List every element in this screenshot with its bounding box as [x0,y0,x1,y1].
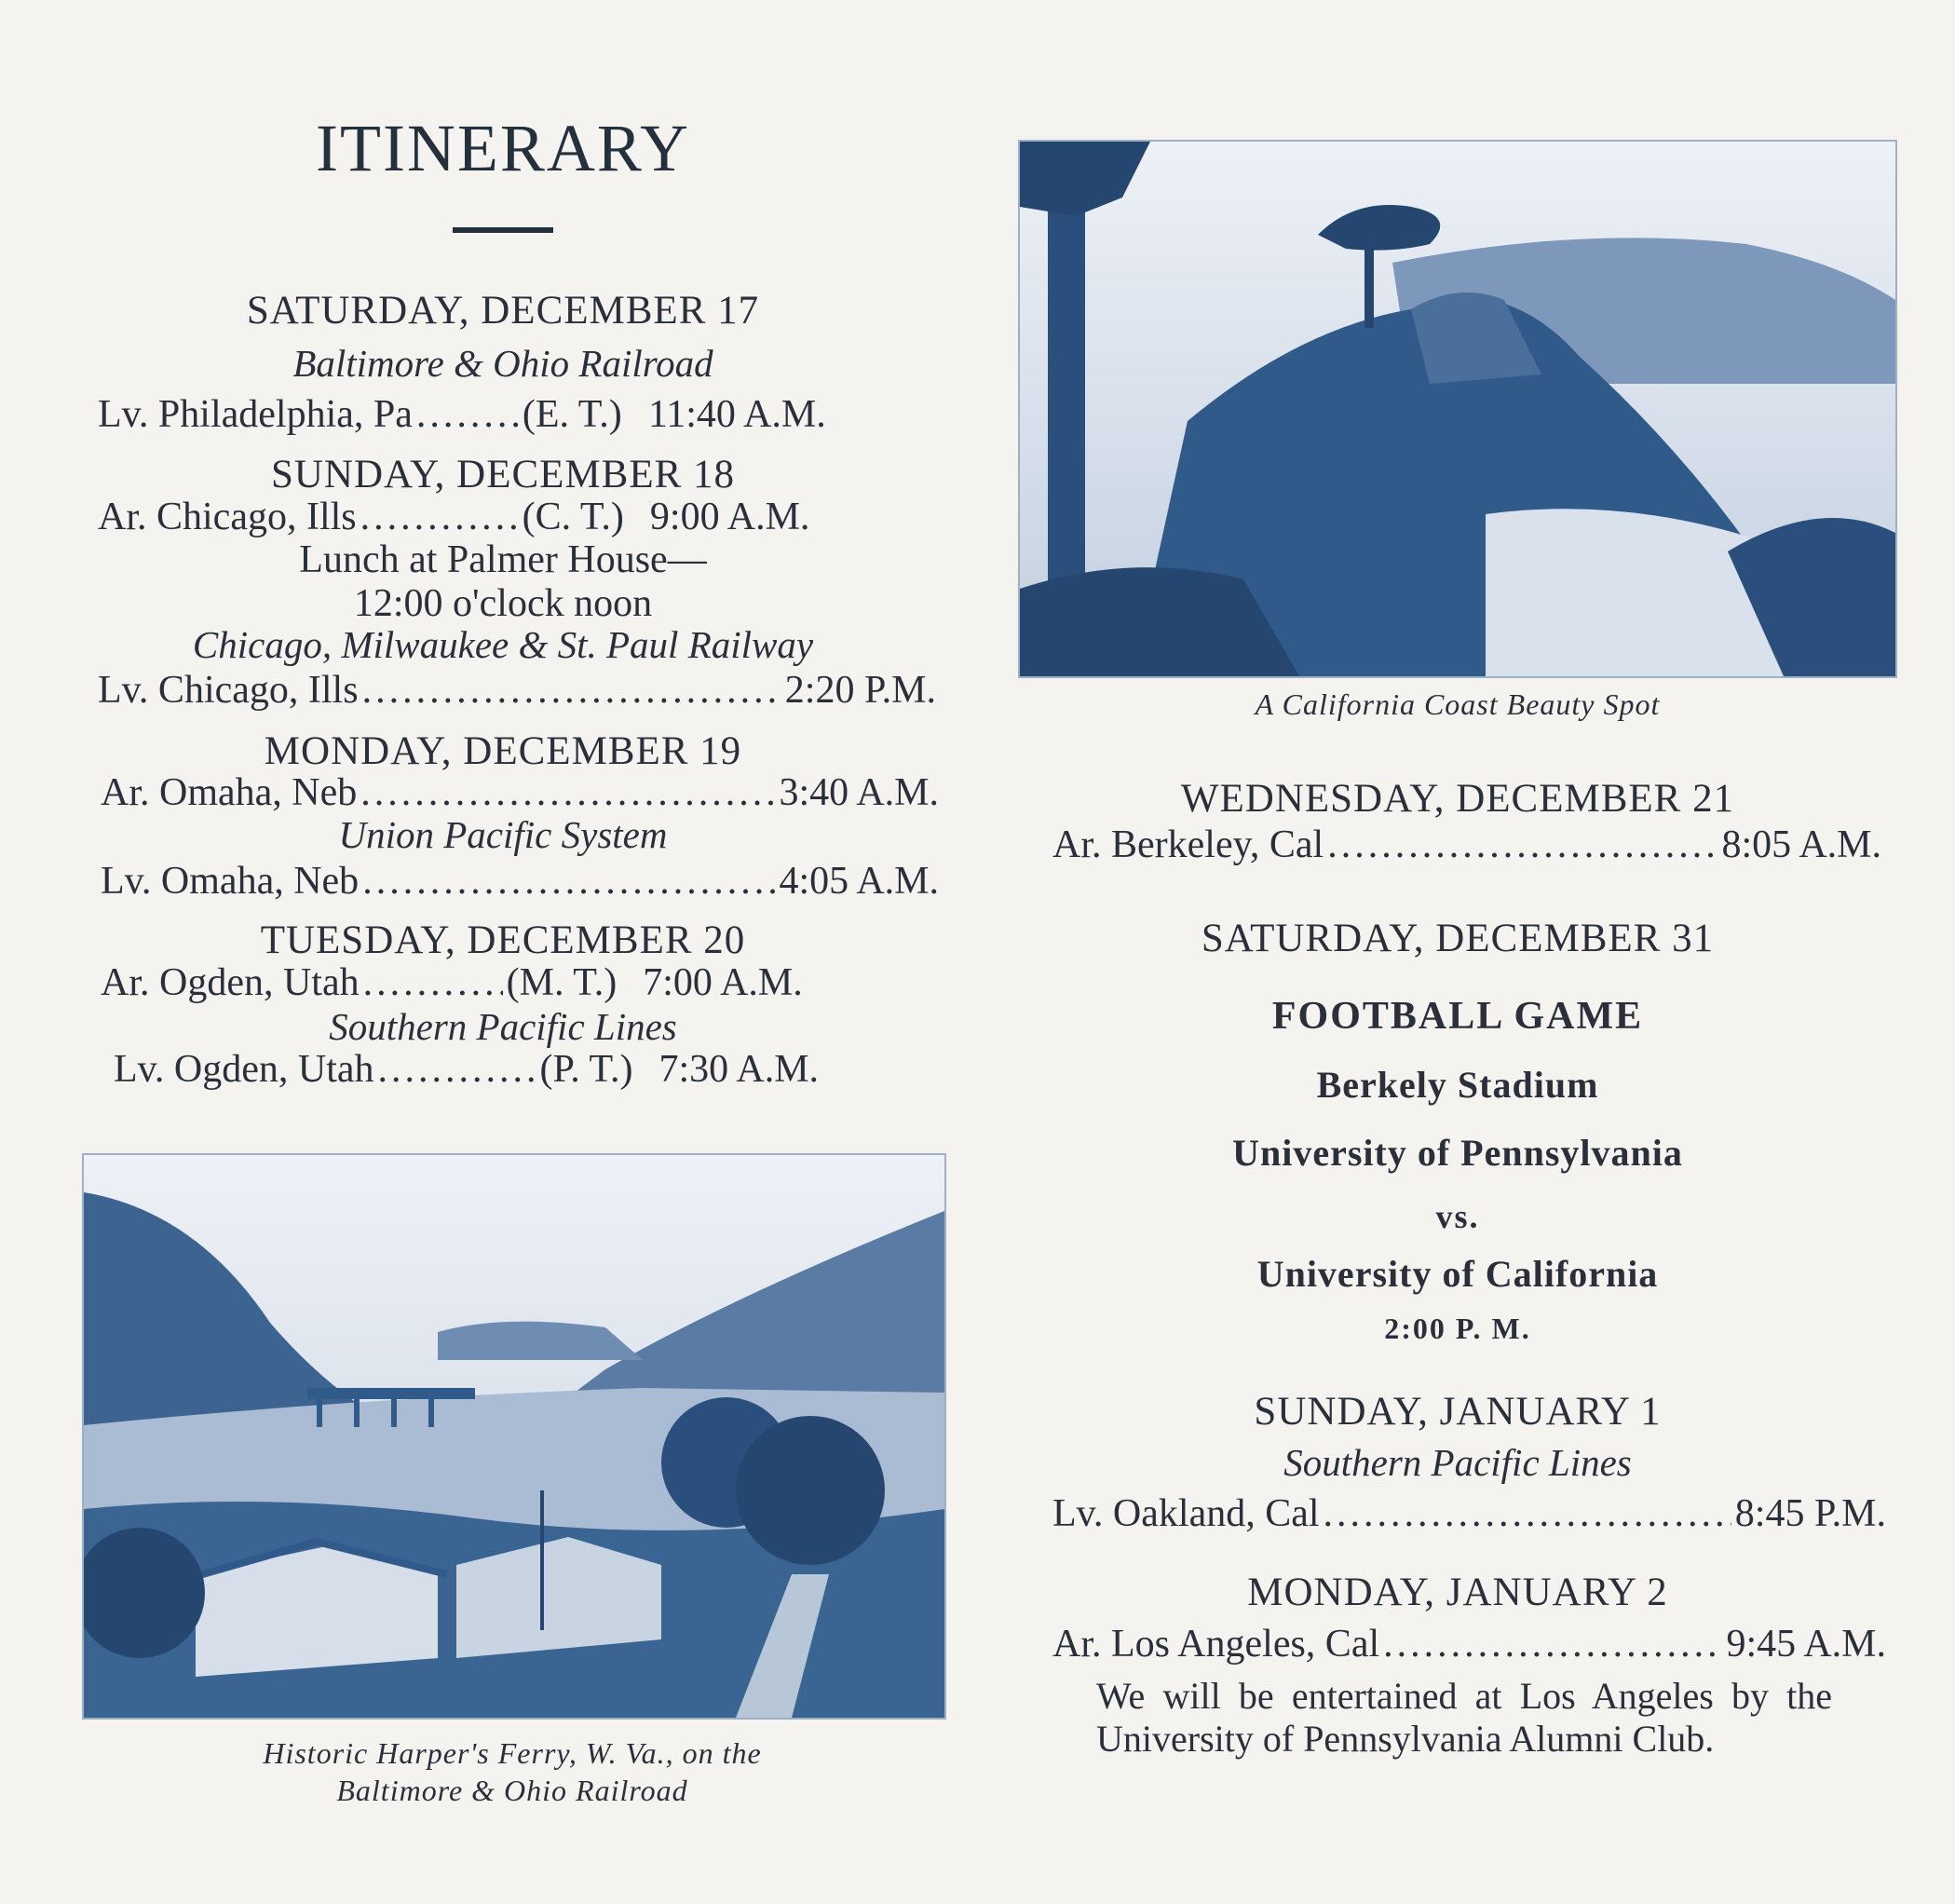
schedule-row [98,671,936,710]
day-heading-sat17: SATURDAY, DECEMBER 17 [246,289,760,333]
schedule-time: 11:40 A.M. [647,393,826,436]
schedule-place: Lv. Chicago, Ills [98,669,359,712]
day-heading-tue20: TUESDAY, DECEMBER 20 [260,918,746,962]
coast-illustration [1020,142,1895,676]
schedule-time: 2:20 P.M. [784,669,936,712]
lunch-note: Lunch at Palmer House— [299,538,707,581]
schedule-place: Ar. Omaha, Neb [101,771,358,814]
schedule-row [1052,825,1881,864]
railroad-name: Southern Pacific Lines [1283,1441,1632,1484]
team-away: University of California [1256,1253,1659,1295]
time-zone: (P. T.) [539,1048,633,1091]
photo-caption: A California Coast Beauty Spot [1255,687,1661,721]
harpers-ferry-photo [82,1153,946,1720]
time-zone: (E. T.) [522,393,622,436]
day-heading-wed21: WEDNESDAY, DECEMBER 21 [1180,777,1735,821]
schedule-time: 8:05 A.M. [1721,823,1881,866]
schedule-place: Ar. Chicago, Ills [98,496,357,538]
schedule-time: 3:40 A.M. [779,771,939,814]
day-heading-mon19: MONDAY, DECEMBER 19 [264,729,742,773]
schedule-row [98,395,936,434]
schedule-time: 7:30 A.M. [658,1048,820,1091]
railroad-name: Chicago, Milwaukee & St. Paul Railway [192,623,814,666]
schedule-place: Ar. Berkeley, Cal [1052,823,1324,866]
schedule-place: Lv. Oakland, Cal [1052,1492,1320,1535]
schedule-place: Lv. Omaha, Neb [101,860,360,903]
alumni-note: We will be entertained at Los Angeles by the University of Pennsylvania Alumni Club. [1096,1675,1832,1760]
schedule-time: 7:00 A.M. [643,961,803,1004]
title-divider [453,227,553,233]
photo-caption [75,1734,950,1809]
time-zone: (M. T.) [506,961,618,1004]
schedule-time: 9:45 A.M. [1726,1623,1886,1666]
versus-label: vs. [1435,1198,1480,1235]
schedule-place: Lv. Philadelphia, Pa [98,393,413,436]
day-heading-sun1: SUNDAY, JANUARY 1 [1254,1390,1662,1434]
schedule-place: Lv. Ogden, Utah [114,1048,374,1091]
photo-caption-line-1: Historic Harper's Ferry, W. Va., on the [263,1736,762,1770]
event-time: 2:00 P. M. [1384,1312,1531,1345]
day-heading-mon2: MONDAY, JANUARY 2 [1247,1571,1668,1614]
day-heading-sun18: SUNDAY, DECEMBER 18 [270,453,736,496]
railroad-name: Union Pacific System [338,813,668,856]
schedule-row [1052,1625,1886,1664]
railroad-name: Southern Pacific Lines [329,1005,677,1048]
schedule-row [98,497,936,537]
schedule-row [101,963,939,1002]
page-title: ITINERARY [316,111,690,185]
day-heading-sat31: SATURDAY, DECEMBER 31 [1201,917,1715,960]
lunch-time: 12:00 o'clock noon [353,582,653,625]
team-home: University of Pennsylvania [1232,1132,1683,1174]
time-zone: (C. T.) [522,496,624,538]
schedule-place: Ar. Los Angeles, Cal [1052,1623,1380,1666]
schedule-time: 9:00 A.M. [649,496,810,538]
railroad-name: Baltimore & Ohio Railroad [292,342,713,385]
schedule-row [1052,1494,1886,1533]
schedule-row [101,862,939,901]
schedule-row [114,1050,943,1089]
schedule-time: 4:05 A.M. [779,860,939,903]
event-title: FOOTBALL GAME [1271,995,1644,1038]
harpers-ferry-illustration [84,1155,944,1718]
schedule-row [101,773,939,812]
california-coast-photo [1018,140,1897,678]
schedule-time: 8:45 P.M. [1734,1492,1886,1535]
schedule-place: Ar. Ogden, Utah [101,961,360,1004]
event-venue: Berkely Stadium [1316,1064,1599,1106]
photo-caption-line-2: Baltimore & Ohio Railroad [336,1774,688,1807]
